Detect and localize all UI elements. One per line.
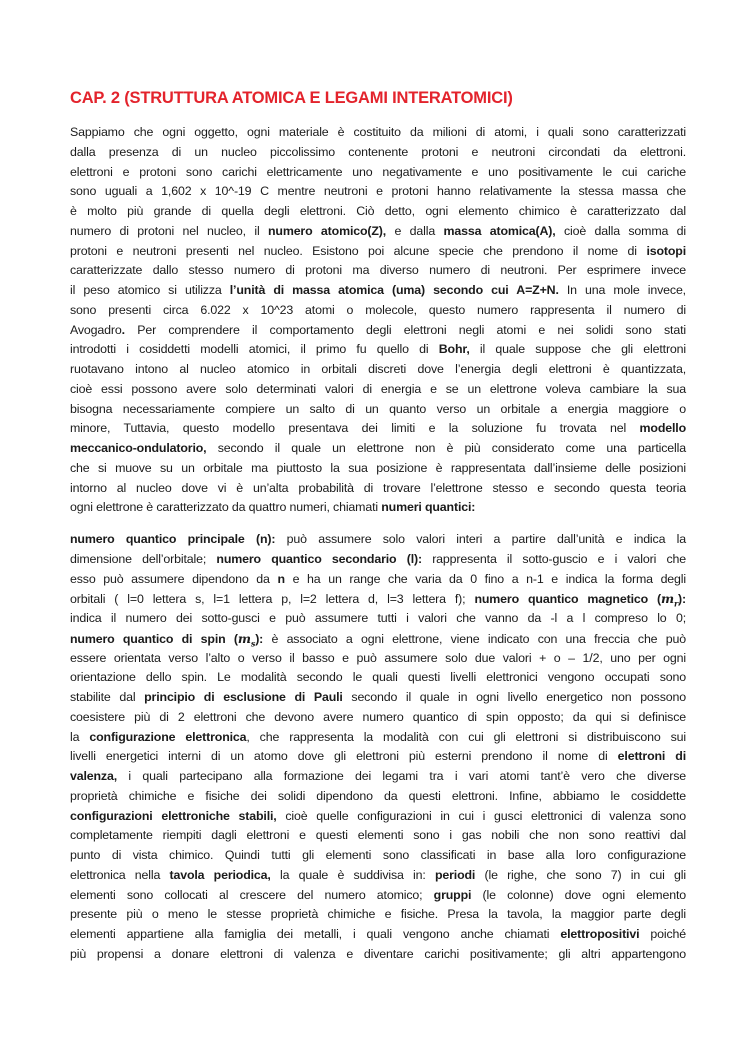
bold-term: ):: [678, 592, 686, 607]
text-segment: dalla presenza di un nucleo piccolissimo contenente protoni e neutroni circondati da elettroni.: [70, 144, 686, 159]
text-line: [70, 629, 686, 649]
text-segment: protoni e neutroni presenti nel nucleo. Esistono poi alcune specie che prendono il nome di: [70, 243, 647, 258]
text-segment: orbitali ( l=0 lettera s, l=1 lettera p, l=2 lettera d, l=3 lettera f);: [70, 592, 475, 607]
text-line: [70, 886, 686, 906]
text-segment: il quale suppose che gli elettroni: [469, 342, 687, 357]
bold-term: numero quantico secondario (l):: [216, 551, 422, 566]
text-line: [70, 222, 686, 242]
text-line: [70, 261, 686, 281]
text-line: [70, 589, 686, 609]
text-line: [70, 340, 686, 360]
text-line: [70, 826, 686, 846]
text-line: [70, 708, 686, 728]
text-line: [70, 202, 686, 222]
text-segment: livelli energetici interni di un atomo dove gli elettroni più esterni prendono il nome di: [70, 749, 618, 764]
text-segment: completamente riempiti dagli elettroni e questi elementi sono i gas nobili che non sono reattivi dal: [70, 828, 686, 843]
text-line: [70, 570, 686, 590]
bold-term: numero quantico magnetico (: [474, 592, 661, 607]
text-segment: poiché: [639, 927, 686, 941]
text-line: [70, 846, 686, 866]
text-line: [70, 767, 686, 787]
text-segment: indica il numero dei sotto-gusci e può assumere tutti i valori che vanno da -l a l compreso lo 0;: [70, 611, 686, 625]
text-line: [70, 945, 686, 965]
text-segment: cioè dalla somma di: [555, 223, 686, 238]
text-segment: esso può assumere dipendono da: [70, 571, 278, 586]
text-segment: cioè essi possono avere solo determinati valori di energia e se un elettrone voleva cambiare la sua: [70, 381, 686, 396]
text-segment: Sappiamo che ogni oggetto, ogni materiale è costituito da milioni di atomi, i quali sono caratterizzati: [70, 125, 686, 139]
text-segment: Per comprendere il comportamento degli elettroni negli atomi e nei solidi sono stati: [124, 322, 686, 337]
text-line: [70, 182, 686, 202]
bold-term: valenza,: [70, 769, 118, 783]
bold-term: meccanico-ondulatorio,: [70, 441, 207, 455]
text-segment: è associato a ogni elettrone, viene indicato con una freccia che può: [263, 631, 686, 646]
text-line: [70, 668, 686, 688]
text-segment: i quali partecipano alla formazione dei legami tra i vari atomi tant’è vero che diverse: [117, 769, 686, 783]
text-segment: la quale è suddivisa in:: [270, 867, 435, 882]
text-segment: elettroni e protoni sono carichi elettricamente uno negativamente e uno positivamente le cui cariche: [70, 164, 686, 179]
math-symbol: [237, 630, 256, 649]
text-line: [70, 649, 686, 669]
text-segment: può assumere solo valori interi a partire dall’unità e indica la: [275, 532, 686, 546]
text-segment: che si muove su un orbitale ma piuttosto la sua posizione è rappresentata dall’insieme delle posizioni: [70, 460, 686, 475]
text-line: [70, 281, 686, 301]
chapter-title: CAP. 2 (STRUTTURA ATOMICA E LEGAMI INTERATOMICI): [70, 89, 513, 107]
text-line: [70, 419, 686, 439]
text-segment: proprietà chimiche e fisiche dei solidi dipendono da questi elettroni. Infine, abbiamo le cosiddette: [70, 788, 686, 803]
text-segment: rappresenta il sotto-guscio e i valori che: [421, 551, 686, 566]
bold-term: numero atomico(Z),: [267, 223, 387, 238]
text-segment: presente più o meno le stesse proprietà chimiche e fisiche. Presa la tavola, la maggior parte degli: [70, 907, 686, 922]
text-line: [70, 459, 686, 479]
text-line: [70, 380, 686, 400]
math-subscript: s: [250, 638, 256, 649]
bold-term: numero quantico principale (n):: [70, 532, 276, 546]
text-line: [70, 866, 686, 886]
bold-term: configurazioni elettroniche stabili,: [70, 808, 277, 823]
text-line: [70, 242, 686, 262]
text-segment: elettronica nella: [70, 867, 170, 882]
bold-term: numero quantico di spin (: [70, 631, 238, 646]
text-line: [70, 321, 686, 341]
bold-term: principio di esclusione di Pauli: [144, 690, 343, 704]
bold-term: tavola periodica,: [169, 867, 271, 882]
text-line: [70, 498, 686, 518]
text-line: [70, 439, 686, 459]
text-line: [70, 688, 686, 708]
text-segment: e dalla: [386, 223, 444, 238]
text-segment: secondo il quale in ogni livello energetico non possono: [342, 690, 686, 704]
text-segment: secondo il quale un elettrone non è più considerato come una particella: [206, 441, 686, 455]
text-segment: , che rappresenta la modalità con cui gli elettroni si distribuiscono sui: [246, 729, 686, 744]
text-segment: più propensi a donare elettroni di valenza e diventare carichi positivamente; gli altri appartengono: [70, 946, 686, 961]
bold-term: elettropositivi: [560, 927, 640, 941]
text-segment: ogni elettrone è caratterizzato da quattro numeri, chiamati: [70, 500, 382, 515]
text-segment: sono uguali a 1,602 x 10^-19 C mentre neutroni e protoni hanno relativamente la stessa massa che: [70, 184, 686, 199]
text-line: [70, 728, 686, 748]
text-segment: Avogadro: [70, 322, 122, 337]
text-segment: In una mole invece,: [558, 283, 686, 297]
text-segment: dimensione dell’orbitale;: [70, 551, 217, 566]
text-line: [70, 400, 686, 420]
math-variable: m: [661, 591, 674, 607]
text-segment: la: [70, 729, 90, 744]
text-segment: ruotavano intono al nucleo atomico in orbitali discreti dove l’energia degli elettroni è quantizzata,: [70, 362, 686, 376]
text-segment: essere orientata verso l’alto o verso il basso e può assumere solo due valori + o – 1/2, uno per ogni: [70, 650, 686, 665]
bold-term: configurazione elettronica: [89, 729, 247, 744]
bold-term: gruppi: [433, 887, 472, 902]
text-segment: (le righe, che sono 7) in cui gli: [475, 867, 686, 882]
bold-term: ):: [255, 631, 264, 646]
text-segment: minore, Tuttavia, questo modello presentava dei limiti e la soluzione fu trovata nel: [70, 421, 640, 436]
text-line: [70, 360, 686, 380]
paragraph-atomic-structure: [70, 123, 686, 518]
bold-term: periodi: [434, 867, 476, 882]
text-segment: introdotti i cosiddetti modelli atomici, il primo fu quello di: [70, 342, 439, 357]
math-subscript: r: [673, 598, 679, 609]
math-variable: m: [237, 630, 251, 646]
text-segment: sono presenti circa 6.022 x 10^23 atomi o molecole, questo numero rappresenta il numero di: [70, 302, 686, 317]
paragraph-quantum-numbers: [70, 530, 686, 965]
text-line: [70, 479, 686, 499]
text-segment: coesistere più di 2 elettroni che devono avere numero quantico di spin opposto; da qui si definisce: [70, 709, 686, 724]
text-line: [70, 905, 686, 925]
bold-term: numeri quantici:: [381, 500, 476, 515]
text-segment: e ha un range che varia da 0 fino a n-1 e indica la forma degli: [284, 571, 686, 586]
bold-term: isotopi: [646, 243, 686, 258]
text-segment: bisogna necessariamente compiere un salto di un quanto verso un orbitale a energia maggiore o: [70, 401, 686, 416]
text-line: [70, 747, 686, 767]
text-line: [70, 925, 686, 945]
text-segment: punto di vista chimico. Quindi tutti gli elementi sono classificati in base alla loro configurazione: [70, 848, 686, 862]
bold-term: l’unità di massa atomica (uma) secondo cui A=Z+N.: [229, 283, 559, 297]
text-segment: numero di protoni nel nucleo, il: [70, 223, 268, 238]
text-segment: stabilite dal: [70, 690, 145, 704]
text-line: [70, 609, 686, 629]
bold-term: modello: [639, 421, 686, 436]
bold-term: n: [277, 571, 285, 586]
bold-term: elettroni di: [617, 749, 686, 764]
text-line: [70, 787, 686, 807]
text-segment: elementi sono collocati al crescere del numero atomico;: [70, 887, 434, 902]
text-line: [70, 807, 686, 827]
text-line: [70, 550, 686, 570]
bold-term: massa atomica(A),: [443, 223, 556, 238]
bold-term: .: [121, 322, 125, 337]
text-segment: intorno al nucleo dove vi è un’alta probabilità di trovare l’elettrone stesso e secondo questa teoria: [70, 480, 686, 495]
text-line: [70, 163, 686, 183]
text-segment: il peso atomico si utilizza: [70, 283, 230, 297]
text-segment: è molto più grande di quella degli elettroni. Ciò detto, ogni elemento chimico è caratterizzato dal: [70, 204, 686, 218]
text-segment: (le colonne) dove ogni elemento: [471, 887, 686, 902]
text-segment: cioè quelle configurazioni in cui i gusci elettronici di valenza sono: [276, 808, 686, 823]
text-line: [70, 123, 686, 143]
text-segment: elementi appartiene alla famiglia dei metalli, i quali vengono anche chiamati: [70, 927, 561, 941]
text-line: [70, 301, 686, 321]
text-line: [70, 530, 686, 550]
math-symbol: [661, 591, 679, 609]
text-segment: caratterizzate dallo stesso numero di protoni ma diverso numero di neutroni. Per esprimere invece: [70, 263, 686, 278]
text-line: [70, 143, 686, 163]
bold-term: Bohr,: [438, 342, 470, 357]
text-segment: orientazione dello spin. Le modalità secondo le quali questi livelli elettronici vengono occupati sono: [70, 670, 686, 685]
